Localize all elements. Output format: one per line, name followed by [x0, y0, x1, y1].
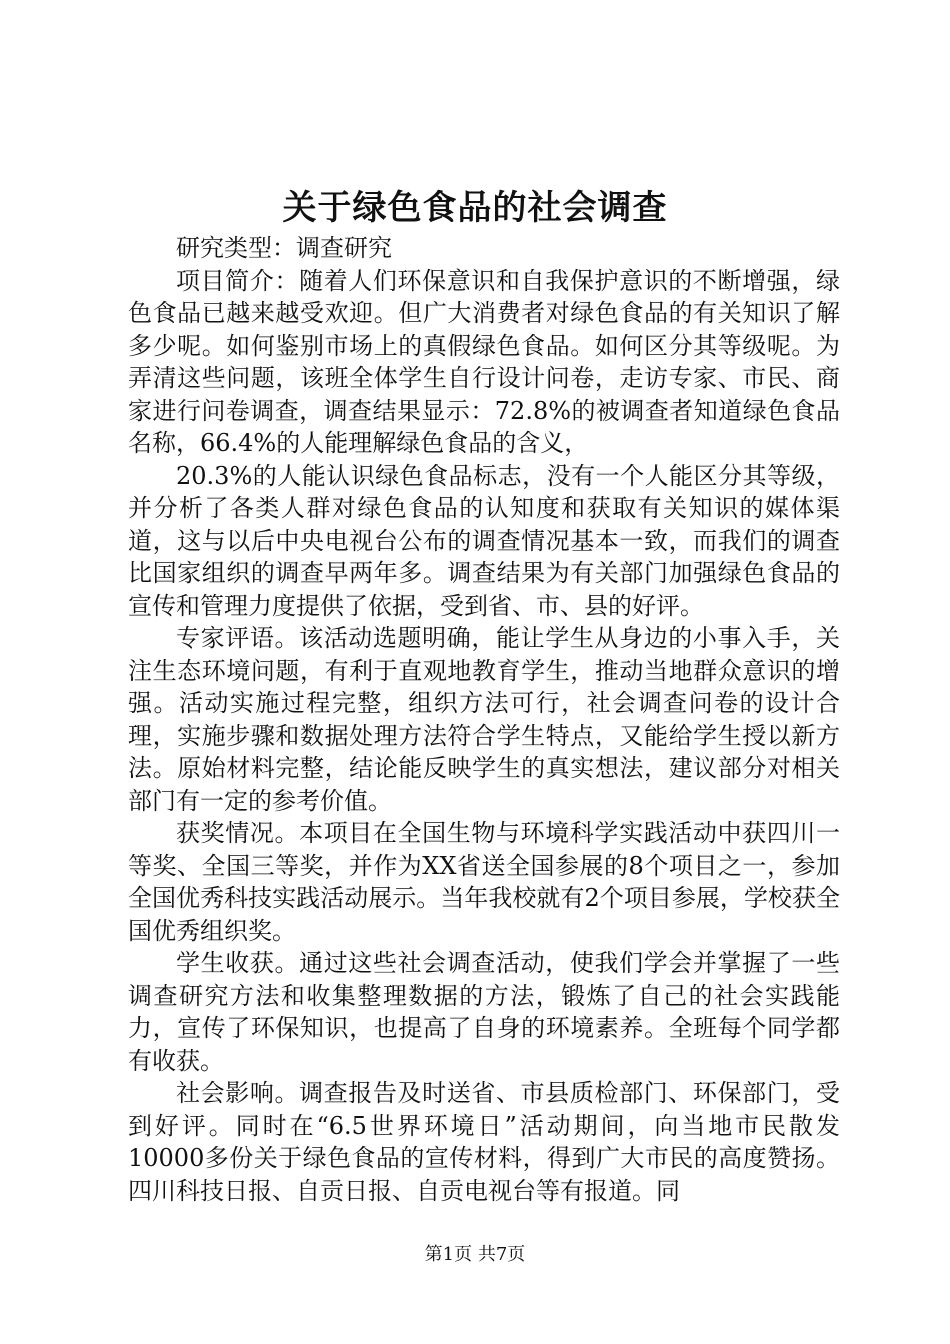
paragraph-project-intro: 项目简介：随着人们环保意识和自我保护意识的不断增强，绿色食品已越来越受欢迎。但广大消费者对绿色食品的有关知识了解多少呢。如何鉴别市场上的真假绿色食品。如何区分其等级呢。为弄清这些问题，该班全体学生自行设计问卷，走访专家、市民、商家进行问卷调查，调查结果显示：72.8%的被调查者知道绿色食品名称，66.4%的人能理解绿色食品的含义， [128, 266, 840, 457]
paragraph-awards: 获奖情况。本项目在全国生物与环境科学实践活动中获四川一等奖、全国三等奖，并作为XX省送全国参展的8个项目之一，参加全国优秀科技实践活动展示。当年我校就有2个项目参展，学校获全国优秀组织奖。 [128, 819, 840, 945]
paragraph-social-impact: 社会影响。调查报告及时送省、市县质检部门、环保部门，受到好评。同时在“6.5世界环境日”活动期间，向当地市民散发10000多份关于绿色食品的宣传材料，得到广大市民的高度赞扬。四川科技日报、自贡日报、自贡电视台等有报道。同 [128, 1079, 840, 1205]
document-title: 关于绿色食品的社会调查 [282, 188, 668, 228]
document-body [128, 232, 840, 1207]
paragraph-expert-review: 专家评语。该活动选题明确，能让学生从身边的小事入手，关注生态环境问题，有利于直观地教育学生，推动当地群众意识的增强。活动实施过程完整，组织方法可行，社会调查问卷的设计合理，实施步骤和数据处理方法符合学生特点，又能给学生授以新方法。原始材料完整，结论能反映学生的真实想法，建议部分对相关部门有一定的参考价值。 [128, 624, 840, 815]
paragraph-survey-results: 20.3%的人能认识绿色食品标志，没有一个人能区分其等级，并分析了各类人群对绿色食品的认知度和获取有关知识的媒体渠道，这与以后中央电视台公布的调查情况基本一致，而我们的调查比国家组织的调查早两年多。调查结果为有关部门加强绿色食品的宣传和管理力度提供了依据，受到省、市、县的好评。 [128, 461, 840, 620]
paragraph-research-type: 研究类型：调查研究 [176, 234, 392, 262]
page-number-footer: 第1页 共7页 [424, 1244, 526, 1265]
paragraph-student-gains: 学生收获。通过这些社会调查活动，使我们学会并掌握了一些调查研究方法和收集整理数据的方法，锻炼了自己的社会实践能力，宣传了环保知识，也提高了自身的环境素养。全班每个同学都有收获。 [128, 949, 840, 1075]
